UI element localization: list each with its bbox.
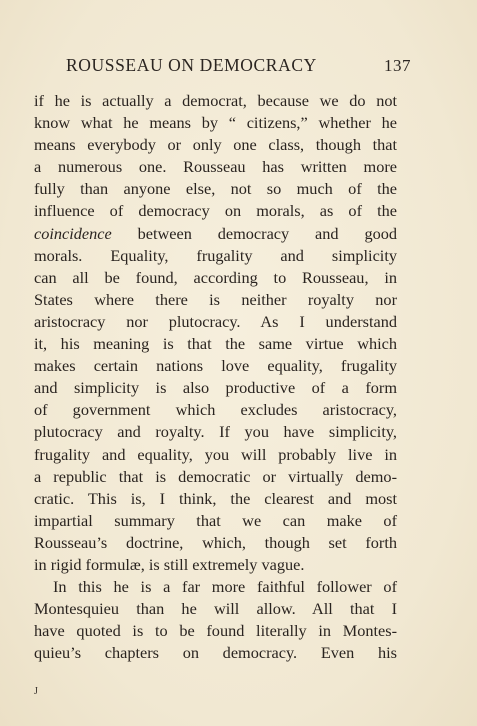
text-line: fully than anyone else, not so much of the bbox=[34, 179, 397, 199]
text-line: frugality and equality, you will probably live in bbox=[34, 444, 397, 464]
text-line: of government which excludes aristocracy, bbox=[34, 400, 397, 420]
text-line: a republic that is democratic or virtually demo- bbox=[34, 466, 397, 486]
text-line bbox=[34, 223, 397, 245]
body-text bbox=[34, 90, 397, 664]
running-title: ROUSSEAU ON DEMOCRACY bbox=[66, 55, 317, 75]
text-line: States where there is neither royalty nor bbox=[34, 289, 397, 309]
text-line-remainder: between democracy and good bbox=[137, 223, 398, 243]
text-line: Rousseau’s doctrine, which, though set forth bbox=[34, 532, 397, 552]
text-line: plutocracy and royalty. If you have simplicity, bbox=[34, 422, 397, 442]
text-line: morals. Equality, frugality and simplicity bbox=[34, 245, 397, 265]
text-line: Montesquieu than he will allow. All that I bbox=[34, 599, 397, 619]
page-header bbox=[34, 55, 411, 79]
text-line: know what he means by “ citizens,” whether he bbox=[34, 113, 397, 133]
text-line: makes certain nations love equality, frugality bbox=[34, 356, 397, 376]
text-line: aristocracy nor plutocracy. As I understand bbox=[34, 311, 397, 331]
text-line: it, his meaning is that the same virtue which bbox=[34, 334, 397, 354]
text-line: and simplicity is also productive of a form bbox=[34, 378, 397, 398]
text-line-paragraph-start: In this he is a far more faithful follower of bbox=[53, 577, 397, 597]
text-line-paragraph-end: in rigid formulæ, is still extremely vague. bbox=[34, 554, 305, 574]
text-line: cratic. This is, I think, the clearest and most bbox=[34, 488, 397, 508]
text-line: influence of democracy on morals, as of the bbox=[34, 201, 397, 221]
text-line: quieu’s chapters on democracy. Even his bbox=[34, 643, 397, 663]
text-line: impartial summary that we can make of bbox=[34, 510, 397, 530]
text-line: have quoted is to be found literally in Montes- bbox=[34, 621, 397, 641]
text-line: can all be found, according to Rousseau, in bbox=[34, 267, 397, 287]
page-number: 137 bbox=[384, 56, 411, 75]
text-line: if he is actually a democrat, because we do not bbox=[34, 91, 397, 110]
italic-emphasis: coincidence bbox=[34, 223, 112, 243]
signature-mark: J bbox=[34, 686, 38, 697]
text-line: a numerous one. Rousseau has written more bbox=[34, 157, 397, 177]
text-line: means everybody or only one class, though that bbox=[34, 135, 397, 155]
